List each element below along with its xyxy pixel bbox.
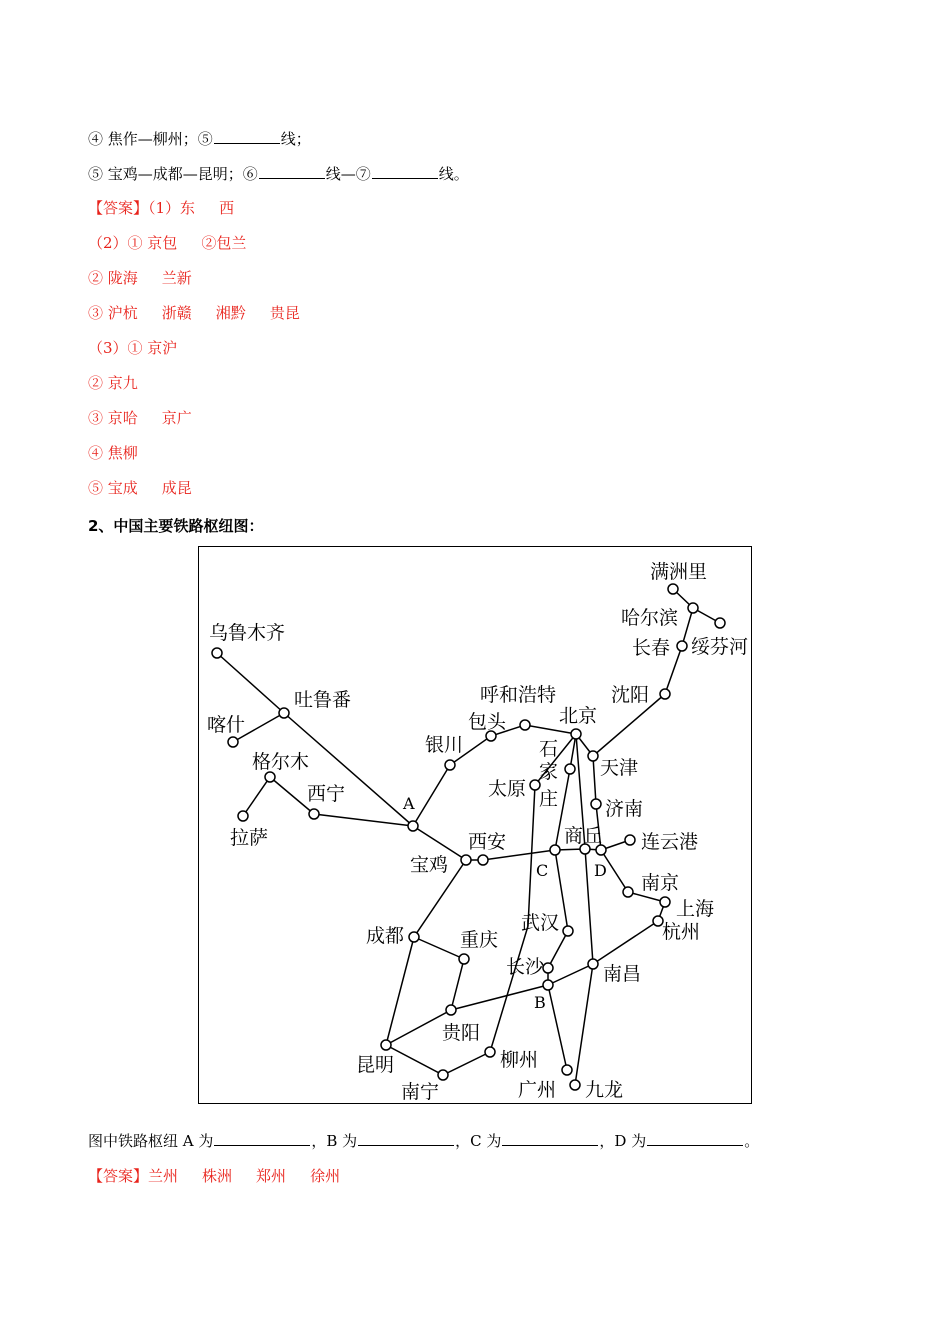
station-kashi <box>228 737 238 747</box>
station-beijing <box>571 729 581 739</box>
station-guangzhou <box>562 1065 572 1075</box>
label-manzhouli: 满洲里 <box>650 561 708 583</box>
hub-b-node <box>543 980 553 990</box>
answer-2-label: 【答案】 <box>88 1167 149 1185</box>
answer-part2-3c: 湘黔 <box>215 304 246 322</box>
label-lianyungang: 连云港 <box>641 831 699 853</box>
station-chongqing <box>459 954 469 964</box>
label-haerbin: 哈尔滨 <box>621 607 679 629</box>
label-shangqiu: 商丘 <box>564 825 603 847</box>
station-liuzhou <box>485 1047 495 1057</box>
answer-part3-2: ② 京九 <box>88 374 138 392</box>
answer-label: 【答案】 <box>88 199 149 217</box>
station-nanchang <box>588 959 598 969</box>
answer-line-1 <box>88 198 234 218</box>
label-wuhan: 武汉 <box>521 912 560 934</box>
label-shanghai: 上海 <box>676 898 715 920</box>
hub-a-node <box>408 821 418 831</box>
answer-part2-3b: 浙赣 <box>161 304 192 322</box>
hub-d-label: D <box>594 861 607 880</box>
station-jiulong <box>570 1080 580 1090</box>
label-changsha: 长沙 <box>506 956 545 978</box>
label-suifenhe: 绥芬河 <box>691 636 749 658</box>
station-haerbin <box>688 603 698 613</box>
answer-line-3 <box>88 268 192 288</box>
label-jia: 家 <box>539 761 559 783</box>
question-line-4 <box>88 128 311 149</box>
station-nanjing <box>623 887 633 897</box>
section-2-title: 2、中国主要铁路枢纽图： <box>88 517 264 535</box>
label-guangzhou: 广州 <box>518 1079 557 1101</box>
label-shi: 石 <box>539 738 559 760</box>
answer-part2-2: ② 陇海 <box>88 269 138 287</box>
label-nanchang: 南昌 <box>603 963 642 985</box>
station-manzhouli <box>668 584 678 594</box>
station-xining <box>309 809 319 819</box>
label-changchun: 长春 <box>632 637 671 659</box>
answer-line-8 <box>88 443 138 463</box>
label-yinchuan: 银川 <box>425 734 464 756</box>
station-shanghai <box>660 897 670 907</box>
label-kashi: 喀什 <box>207 714 246 736</box>
answer-2-c: 郑州 <box>256 1167 287 1185</box>
answer-part1: （1）东 <box>148 199 196 217</box>
label-jiulong: 九龙 <box>585 1079 624 1101</box>
station-wulumuqi <box>212 648 222 658</box>
label-huhehaote: 呼和浩特 <box>480 684 557 706</box>
label-tianjin: 天津 <box>600 757 639 779</box>
hub-c-label: C <box>536 861 549 880</box>
answer-blank-c[interactable] <box>502 1130 598 1146</box>
answer-part1-b: 西 <box>219 199 235 217</box>
station-wuhan <box>563 926 573 936</box>
label-kunming: 昆明 <box>356 1054 395 1076</box>
answer-part2-1b: ②包兰 <box>201 234 247 252</box>
answer-2-b: 株洲 <box>202 1167 233 1185</box>
hub-b-label: B <box>534 993 546 1012</box>
answer-part2-3: ③ 沪杭 <box>88 304 138 322</box>
question-2-end: 。 <box>744 1132 760 1150</box>
label-guiyang: 贵阳 <box>442 1022 481 1044</box>
rail-beijing-kowloon <box>575 734 593 1085</box>
question-line-4-suffix: 线； <box>280 130 311 148</box>
answer-2 <box>88 1166 340 1186</box>
label-geermu: 格尔木 <box>252 751 310 773</box>
question-line-5 <box>88 163 469 184</box>
station-tianjin <box>588 751 598 761</box>
rail-beijing-guangzhou <box>548 734 576 1070</box>
answer-line-6 <box>88 373 138 393</box>
label-nanjing: 南京 <box>641 872 680 894</box>
station-geermu <box>265 772 275 782</box>
question-line-5-mid: 线—⑦ <box>325 165 371 183</box>
label-chengdu: 成都 <box>366 925 405 947</box>
answer-blank-6[interactable] <box>259 163 325 179</box>
answer-part3-5: ⑤ 宝成 <box>88 479 138 497</box>
station-changchun <box>677 641 687 651</box>
label-tulufan: 吐鲁番 <box>294 689 352 711</box>
label-xian: 西安 <box>468 831 507 853</box>
station-chengdu <box>409 932 419 942</box>
answer-part2-1: （2）① 京包 <box>88 234 178 252</box>
hub-a-label: A <box>403 794 415 813</box>
label-taiyuan: 太原 <box>488 778 527 800</box>
label-baoji: 宝鸡 <box>410 854 449 876</box>
question-2-d: ，D 为 <box>599 1132 647 1150</box>
answer-line-7 <box>88 408 192 428</box>
label-shenyang: 沈阳 <box>611 684 650 706</box>
station-baoji <box>461 855 471 865</box>
label-baotou: 包头 <box>468 711 507 733</box>
answer-blank-a[interactable] <box>214 1130 310 1146</box>
answer-2-a: 兰州 <box>148 1167 179 1185</box>
label-nanning: 南宁 <box>401 1081 440 1103</box>
station-shenyang <box>660 689 670 699</box>
label-jinan: 济南 <box>605 798 644 820</box>
railway-map <box>198 546 752 1104</box>
station-xian <box>478 855 488 865</box>
station-huhehaote <box>520 720 530 730</box>
station-kunming <box>381 1040 391 1050</box>
question-2 <box>88 1130 759 1151</box>
label-xining: 西宁 <box>307 783 346 805</box>
question-line-4-prefix: ④ 焦作—柳州；⑤ <box>88 130 213 148</box>
answer-part2-3d: 贵昆 <box>269 304 300 322</box>
answer-blank-d[interactable] <box>647 1130 743 1146</box>
answer-part3-3: ③ 京哈 <box>88 409 138 427</box>
station-jinan <box>591 799 601 809</box>
answer-part2-2b: 兰新 <box>161 269 192 287</box>
answer-line-9 <box>88 478 192 498</box>
label-zhuang: 庄 <box>539 788 559 810</box>
answer-line-4 <box>88 303 300 323</box>
label-liuzhou: 柳州 <box>500 1049 539 1071</box>
label-wulumuqi: 乌鲁木齐 <box>209 622 286 644</box>
station-nanning <box>438 1070 448 1080</box>
station-guiyang <box>446 1005 456 1015</box>
station-tulufan <box>279 708 289 718</box>
station-changsha <box>543 963 553 973</box>
answer-part3-4: ④ 焦柳 <box>88 444 138 462</box>
hub-c-node <box>550 845 560 855</box>
answer-blank-5[interactable] <box>214 128 280 144</box>
station-lianyungang <box>625 835 635 845</box>
station-suifenhe <box>715 618 725 628</box>
label-lasa: 拉萨 <box>230 827 269 849</box>
answer-2-d: 徐州 <box>310 1167 341 1185</box>
answer-blank-b[interactable] <box>358 1130 454 1146</box>
question-line-5-prefix: ⑤ 宝鸡—成都—昆明；⑥ <box>88 165 258 183</box>
answer-line-5 <box>88 338 177 358</box>
question-2-c: ，C 为 <box>455 1132 502 1150</box>
question-line-5-suffix: 线。 <box>438 165 469 183</box>
question-2-b: ，B 为 <box>311 1132 358 1150</box>
label-beijing: 北京 <box>559 705 598 727</box>
station-yinchuan <box>445 760 455 770</box>
station-shijiazhuang <box>565 764 575 774</box>
answer-blank-7[interactable] <box>372 163 438 179</box>
label-chongqing: 重庆 <box>460 929 499 951</box>
answer-line-2 <box>88 233 246 253</box>
station-lasa <box>238 811 248 821</box>
answer-part3-3b: 京广 <box>161 409 192 427</box>
label-hangzhou: 杭州 <box>662 921 701 943</box>
answer-part3-1: （3）① 京沪 <box>88 339 178 357</box>
city-labels <box>207 561 748 1103</box>
question-2-prefix: 图中铁路枢纽 A 为 <box>88 1132 214 1150</box>
answer-part3-5b: 成昆 <box>161 479 192 497</box>
